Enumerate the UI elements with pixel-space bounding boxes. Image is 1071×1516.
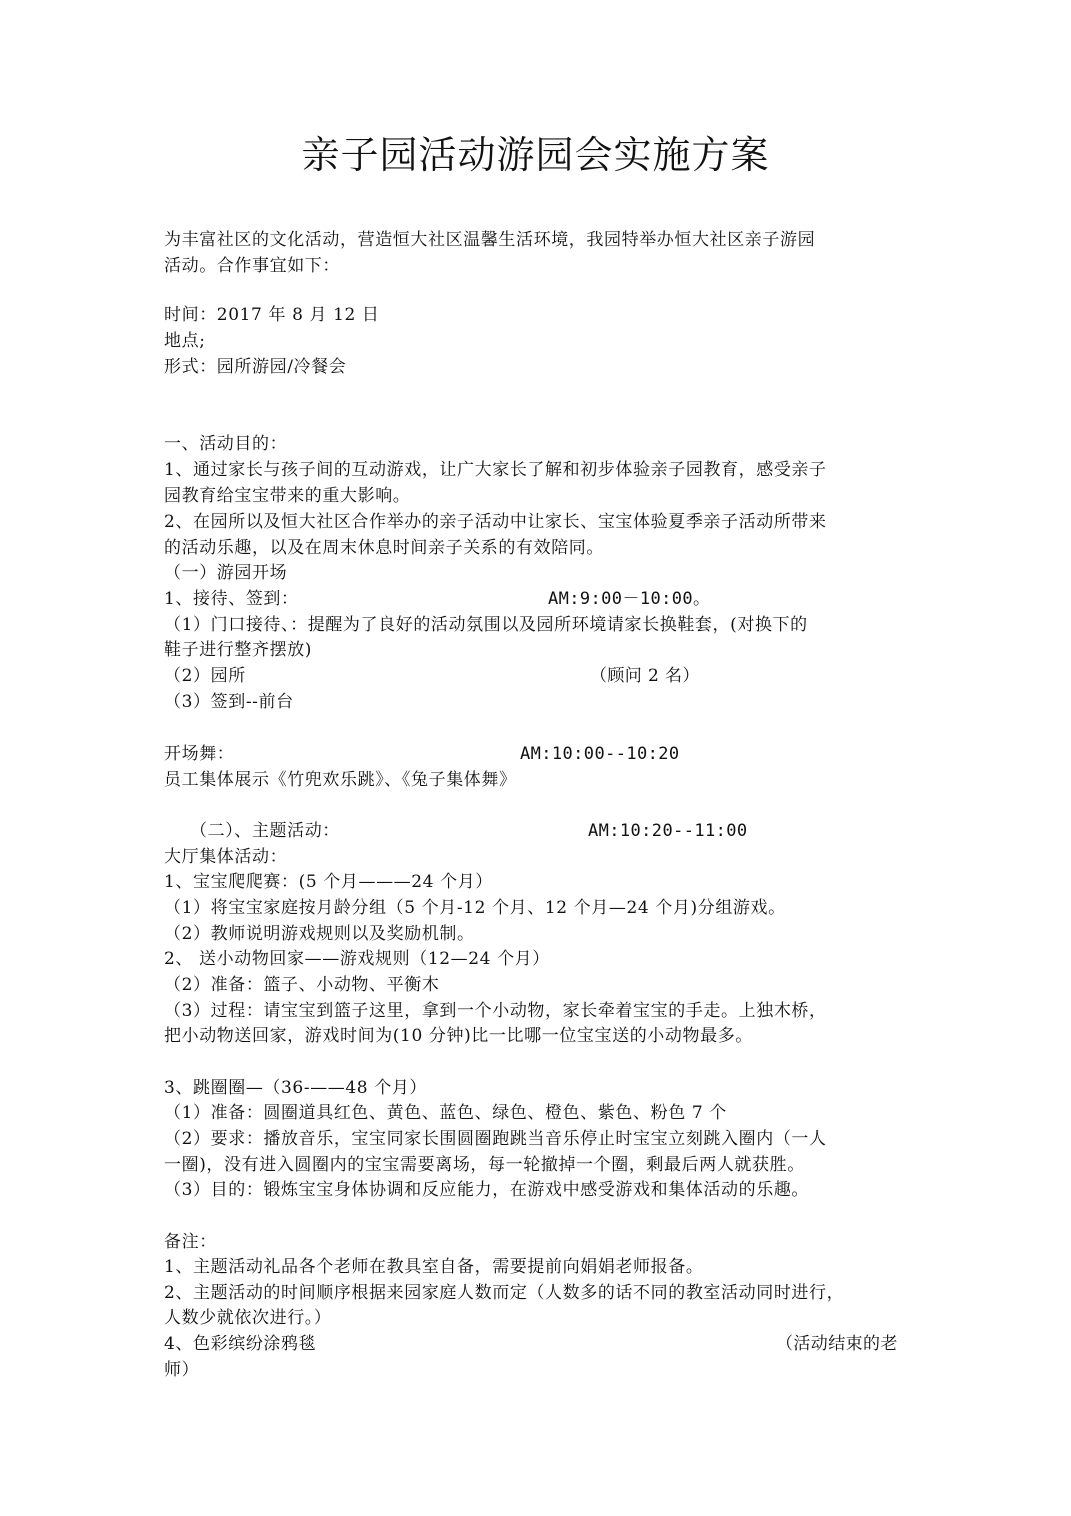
- dance-label: 开场舞：: [164, 744, 235, 764]
- hoop-line: （3）目的：锻炼宝宝身体协调和反应能力，在游戏中感受游戏和集体活动的乐趣。: [164, 1180, 810, 1200]
- consultant-note: （顾问 2 名）: [590, 666, 700, 686]
- purpose-line: 园教育给宝宝带来的重大影响。: [164, 486, 411, 506]
- intro-line: 活动。合作事宜如下：: [164, 256, 340, 276]
- notes-item4-note: （活动结束的老: [776, 1334, 898, 1354]
- theme-line: （2）准备：篮子、小动物、平衡木: [164, 975, 440, 995]
- theme-line: （3）过程：请宝宝到篮子这里，拿到一个小动物，家长牵着宝宝的手走。上独木桥，: [164, 1001, 827, 1021]
- purpose-line: 1、通过家长与孩子间的互动游戏，让广大家长了解和初步体验亲子园教育，感受亲子: [164, 460, 827, 480]
- theme-time: AM:10:20--11:00: [588, 821, 748, 841]
- checkin-time: AM:9:00－10:00。: [548, 589, 711, 609]
- purpose-line: 的活动乐趣，以及在周末休息时间亲子关系的有效陪同。: [164, 538, 604, 558]
- notes-line: 人数少就依次进行。）: [164, 1308, 332, 1328]
- opening-item: （1）门口接待、：提醒为了良好的活动氛围以及园所环境请家长换鞋套，(对换下的: [164, 615, 808, 635]
- page-title: 亲子园活动游园会实施方案: [301, 133, 770, 177]
- theme-label: （二）、主题活动：: [190, 821, 340, 841]
- notes-line: 2、主题活动的时间顺序根据来园家庭人数而定（人数多的话不同的教室活动同时进行，: [164, 1283, 845, 1303]
- info-place: 地点;: [164, 331, 206, 351]
- checkin-label: 1、接待、签到：: [164, 589, 299, 609]
- intro-line: 为丰富社区的文化活动，营造恒大社区温馨生活环境，我园特举办恒大社区亲子游园: [164, 230, 816, 250]
- theme-line: （2）教师说明游戏规则以及奖励机制。: [164, 924, 475, 944]
- theme-line: 2、 送小动物回家——游戏规则（12—24 个月）: [164, 949, 550, 969]
- opening-item: （3）签到--前台: [164, 692, 294, 712]
- dance-time: AM:10:00--10:20: [520, 744, 680, 764]
- notes-line: 1、主题活动礼品各个老师在教具室自备，需要提前向娟娟老师报备。: [164, 1257, 704, 1277]
- hoop-line: 一圈)，没有进入圆圈内的宝宝需要离场，每一轮撤掉一个圈，剩最后两人就获胜。: [164, 1155, 805, 1175]
- notes-item4-tail: 师）: [164, 1360, 200, 1380]
- notes-item4: 4、色彩缤纷涂鸦毯: [164, 1334, 317, 1354]
- opening-heading: （一）游园开场: [164, 563, 288, 583]
- info-time: 时间：2017 年 8 月 12 日: [164, 305, 380, 325]
- hoop-line: 3、跳圈圈—（36-——48 个月）: [164, 1078, 428, 1098]
- opening-item: 鞋子进行整齐摆放): [164, 640, 313, 660]
- opening-item: （2）园所: [164, 666, 246, 686]
- purpose-line: 2、在园所以及恒大社区合作举办的亲子活动中让家长、宝宝体验夏季亲子活动所带来: [164, 512, 827, 532]
- hoop-line: （1）准备：圆圈道具红色、黄色、蓝色、绿色、橙色、紫色、粉色 7 个: [164, 1103, 727, 1123]
- theme-line: 把小动物送回家，游戏时间为(10 分钟)比一比哪一位宝宝送的小动物最多。: [164, 1026, 753, 1046]
- section-heading-purpose: 一、活动目的：: [164, 434, 288, 454]
- info-format: 形式：园所游园/冷餐会: [164, 357, 347, 377]
- hoop-line: （2）要求：播放音乐，宝宝同家长围圆圈跑跳当音乐停止时宝宝立刻跳入圈内（一人: [164, 1129, 827, 1149]
- theme-line: 1、宝宝爬爬赛：(5 个月———24 个月）: [164, 872, 493, 892]
- hall-label: 大厅集体活动：: [164, 847, 288, 867]
- theme-line: （1）将宝宝家庭按月龄分组（5 个月-12 个月、12 个月—24 个月)分组游戏。: [164, 898, 786, 918]
- notes-heading: 备注：: [164, 1232, 217, 1252]
- dance-desc: 员工集体展示《竹兜欢乐跳》、《兔子集体舞》: [164, 770, 517, 790]
